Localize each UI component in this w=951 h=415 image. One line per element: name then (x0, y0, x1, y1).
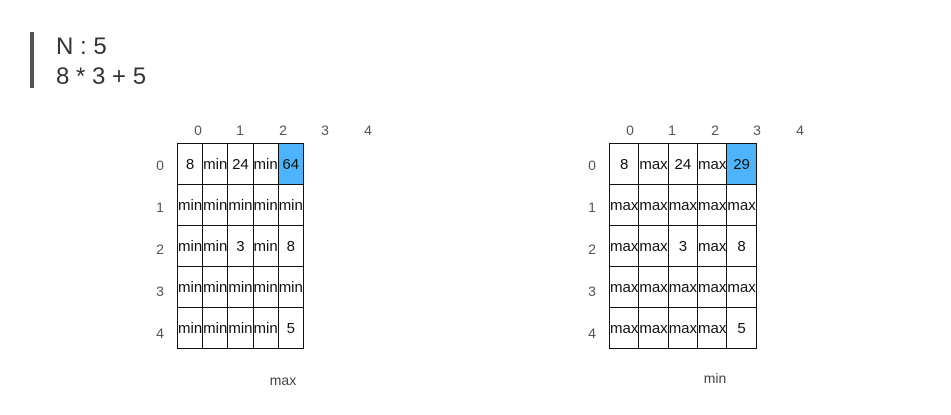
row-label: 1 (156, 199, 164, 215)
grid-row (178, 267, 304, 308)
column-label: 2 (279, 122, 287, 138)
grid-cell: max (668, 185, 697, 226)
grid-cell: 8 (278, 226, 303, 267)
column-label: 1 (668, 122, 676, 138)
grid-cell: max (698, 185, 727, 226)
grid-row (610, 185, 757, 226)
table-caption: max (269, 372, 297, 388)
grid-cell: max (610, 185, 639, 226)
grid-cell: min (178, 185, 203, 226)
column-label: 3 (321, 122, 329, 138)
grid-cell: max (639, 308, 668, 349)
grid-cell: max (727, 267, 756, 308)
row-label: 4 (156, 325, 164, 341)
grid-cell: min (203, 144, 228, 185)
grid-cell: min (253, 185, 278, 226)
dp-grid (177, 143, 304, 349)
grid-cell: min (203, 226, 228, 267)
grid-cell: min (228, 267, 253, 308)
column-label: 1 (236, 122, 244, 138)
grid-cell: min (178, 308, 203, 349)
grid-cell: 8 (178, 144, 203, 185)
expression-label: 8 * 3 + 5 (56, 63, 147, 90)
grid-cell: min (253, 144, 278, 185)
column-label: 4 (796, 122, 804, 138)
grid-row (178, 144, 304, 185)
row-label: 3 (156, 283, 164, 299)
grid-row (178, 226, 304, 267)
grid-cell-highlighted: 29 (727, 144, 756, 185)
column-label: 0 (626, 122, 634, 138)
grid-cell: 8 (610, 144, 639, 185)
grid-row (178, 308, 304, 349)
grid-cell: max (610, 308, 639, 349)
grid-row (610, 226, 757, 267)
grid-cell: max (698, 144, 727, 185)
grid-cell: max (698, 267, 727, 308)
column-label: 3 (753, 122, 761, 138)
grid-row (610, 308, 757, 349)
grid-cell: 24 (228, 144, 253, 185)
grid-cell: min (178, 267, 203, 308)
grid-cell: min (278, 267, 303, 308)
grid-cell: min (253, 308, 278, 349)
grid-cell: min (203, 185, 228, 226)
dp-grid (609, 143, 757, 349)
row-label: 3 (588, 283, 596, 299)
grid-cell: 3 (668, 226, 697, 267)
row-label: 0 (588, 157, 596, 173)
grid-cell: max (727, 185, 756, 226)
grid-cell: max (610, 267, 639, 308)
grid-cell: max (639, 185, 668, 226)
grid-cell: min (253, 226, 278, 267)
grid-cell: max (639, 267, 668, 308)
column-label: 4 (364, 122, 372, 138)
grid-row (610, 144, 757, 185)
row-label: 0 (156, 157, 164, 173)
grid-cell: max (610, 226, 639, 267)
grid-cell: 3 (228, 226, 253, 267)
grid-cell: max (698, 308, 727, 349)
grid-cell: 24 (668, 144, 697, 185)
grid-row (610, 267, 757, 308)
grid-cell: min (228, 308, 253, 349)
row-label: 1 (588, 199, 596, 215)
grid-cell: max (668, 308, 697, 349)
grid-cell: max (639, 226, 668, 267)
grid-cell: 5 (278, 308, 303, 349)
grid-cell: min (178, 226, 203, 267)
grid-cell: min (253, 267, 278, 308)
grid-cell-highlighted: 64 (278, 144, 303, 185)
table-caption: min (703, 370, 727, 386)
grid-cell: min (278, 185, 303, 226)
row-label: 4 (588, 325, 596, 341)
column-label: 0 (194, 122, 202, 138)
grid-cell: 8 (727, 226, 756, 267)
grid-cell: 5 (727, 308, 756, 349)
grid-cell: max (698, 226, 727, 267)
grid-cell: min (203, 308, 228, 349)
grid-cell: max (639, 144, 668, 185)
grid-cell: min (203, 267, 228, 308)
row-label: 2 (156, 241, 164, 257)
grid-cell: max (668, 267, 697, 308)
grid-cell: min (228, 185, 253, 226)
column-label: 2 (711, 122, 719, 138)
expression-header (30, 32, 146, 88)
n-label: N : 5 (56, 33, 107, 60)
grid-row (178, 185, 304, 226)
row-label: 2 (588, 241, 596, 257)
